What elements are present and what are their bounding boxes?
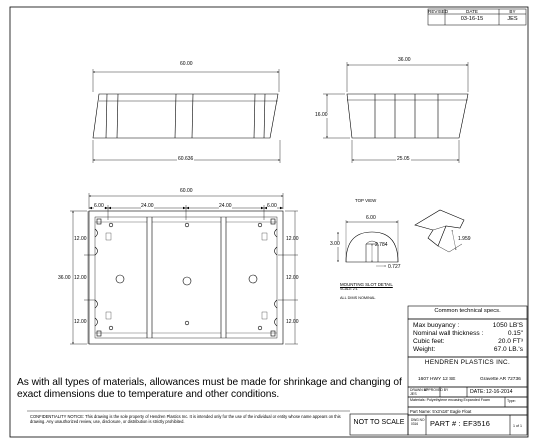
slot-detail-title: MOUNTING SLOT DETAIL xyxy=(340,282,393,287)
slot-dim-c: 1.959 xyxy=(458,236,471,242)
dim-end-bottom: 25.05 xyxy=(397,156,410,162)
type-label: Type: xyxy=(507,399,516,403)
spec-value: 1050 LB'S xyxy=(492,322,523,329)
slot-detail xyxy=(338,210,464,266)
small-code: DWG NO 0316 xyxy=(411,418,425,426)
spec-row-buoyancy xyxy=(413,322,525,330)
dim-plan-seg-4: 6.00 xyxy=(267,203,277,209)
dim-plan-seg-2: 24.00 xyxy=(141,203,154,209)
slot-width: 6.00 xyxy=(366,215,376,221)
top-view-label: TOP VIEW xyxy=(355,198,377,203)
spec-label: Cubic feet: xyxy=(413,338,445,345)
spec-value: 67.0 LB.'s xyxy=(493,346,523,353)
approved-by-label: APPROVED BY xyxy=(424,388,449,392)
not-to-scale: NOT TO SCALE xyxy=(353,419,405,426)
drawn-by-value: JES xyxy=(410,392,417,396)
dim-side-bottom: 60.636 xyxy=(178,156,194,162)
dim-left-seg-2: 12.00 xyxy=(74,275,87,281)
rev-by: JES xyxy=(507,16,518,22)
side-view-dims xyxy=(93,69,280,163)
sheet-number: 1 of 1 xyxy=(513,424,522,428)
dim-plan-length: 60.00 xyxy=(180,188,193,194)
part-number: PART # : EF3516 xyxy=(430,419,491,428)
drawn-by-label: DRAWN BY xyxy=(410,388,429,392)
company-name: HENDREN PLASTICS INC. xyxy=(424,359,511,366)
dim-end-top: 36.00 xyxy=(398,57,411,63)
dim-right-seg-1: 12.00 xyxy=(286,236,299,242)
dim-end-height: 16.00 xyxy=(315,112,328,118)
dim-left-seg-1: 12.00 xyxy=(74,236,87,242)
date-label: DATE: xyxy=(470,389,485,395)
part-name: Part Name: 5'x3'x16" Eagle Float xyxy=(410,409,472,414)
company-city: Gravette AR 72736 xyxy=(480,377,521,382)
spec-label: Max buoyancy : xyxy=(413,322,460,329)
slot-height: 3.00 xyxy=(330,241,340,247)
slot-detail-scale: SCALE 2:1 xyxy=(340,287,358,291)
rev-header-date: DATE xyxy=(466,9,478,14)
end-view-dims xyxy=(323,62,468,163)
spec-row-wall xyxy=(413,330,525,338)
dim-plan-seg-1: 6.00 xyxy=(94,203,104,209)
spec-label: Weight: xyxy=(413,346,436,353)
rev-date: 03-16-15 xyxy=(460,16,484,22)
rev-header-by: BY xyxy=(509,9,516,14)
plan-view-dims xyxy=(70,193,298,344)
spec-label: Nominal wall thickness : xyxy=(413,330,484,337)
dim-side-top: 60.00 xyxy=(180,61,193,67)
end-view xyxy=(347,94,468,138)
spec-row-weight xyxy=(413,346,525,354)
slot-dim-a: 2.784 xyxy=(375,242,388,248)
dim-plan-seg-3: 24.00 xyxy=(219,203,232,209)
rev-header-revised: REVISED xyxy=(428,9,449,14)
shrinkage-note: As with all types of materials, allowances must be made for shrinkage and changing of exact dimensions due to temperature and other conditions. xyxy=(17,377,402,400)
confidentiality-notice: CONFIDENTIALITY NOTICE: This drawing is the sole property of Hendren Plastics Inc. It is intended only for the use of the individual or entity whose name appears on this drawing. Any unauthorized review, use, disclosure, or distribution is strictly prohibited. xyxy=(30,414,341,425)
specs-title: Common technical specs. xyxy=(434,308,501,314)
slot-dim-b: 0.727 xyxy=(388,264,401,270)
dim-left-seg-3: 12.00 xyxy=(74,319,87,325)
materials: Materials: Polyethylene encasing Expanded Foam xyxy=(410,398,490,402)
nominal-note: ALL DIMS NOMINAL xyxy=(340,296,376,300)
spec-value: 20.0 FT³ xyxy=(498,338,523,345)
plan-view xyxy=(89,211,283,344)
dim-right-seg-2: 12.00 xyxy=(286,275,299,281)
date-value: 12-16-2014 xyxy=(486,389,513,395)
side-view xyxy=(93,94,278,138)
company-address: 1607 HWY 12 SE xyxy=(418,377,456,382)
spec-value: 0.15" xyxy=(507,330,523,337)
dim-right-seg-3: 12.00 xyxy=(286,319,299,325)
dim-plan-width: 36.00 xyxy=(58,275,71,281)
spec-row-cubic xyxy=(413,338,525,346)
